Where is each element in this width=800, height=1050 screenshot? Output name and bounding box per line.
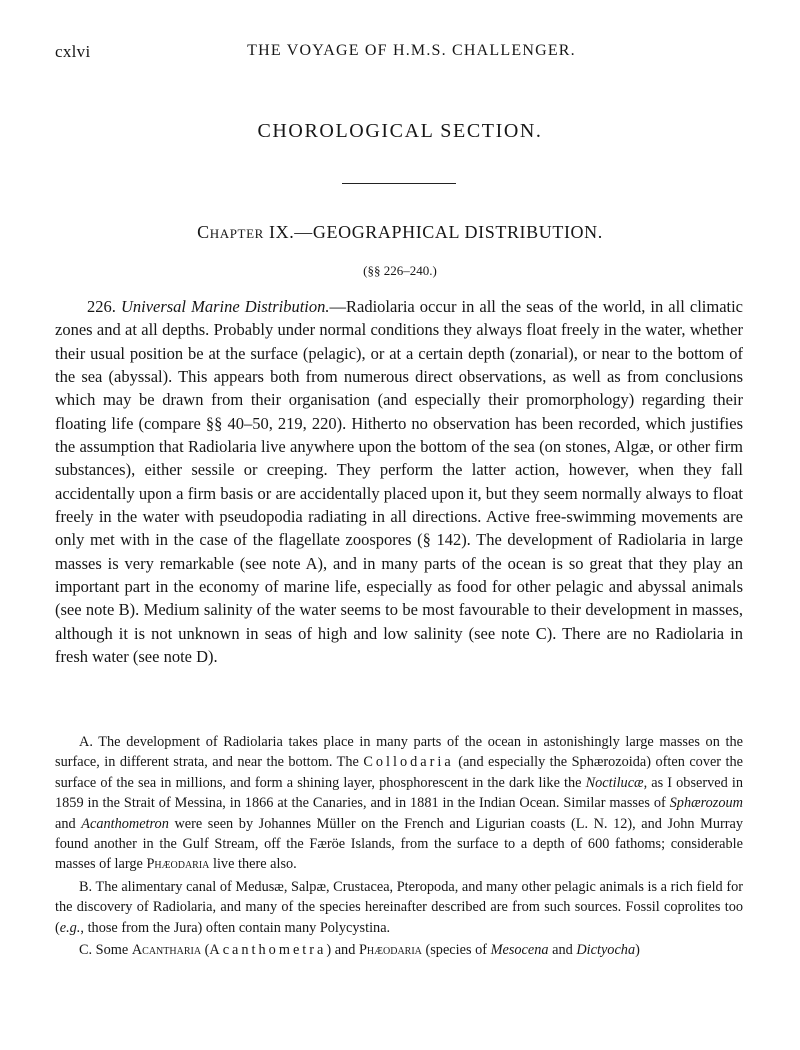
running-title: THE VOYAGE OF H.M.S. CHALLENGER. (247, 42, 576, 59)
chapter-heading (0, 222, 800, 243)
page-number: cxlvi (55, 42, 91, 61)
paragraph-body: —Radiolaria occur in all the seas of the world, in all climatic zones and at all depths. Probably under normal conditions they always float freely in the water, whether their usual position be at the surface (pelagic), or at a certain depth (zonarial), or near to the bottom of the sea (abyssal). This appears both from numerous direct observations, as well as from conclusions which may be drawn from their organisation (and especially their promorphology) regarding their floating life (compare §§ 40–50, 219, 220). Hitherto no observation has been recorded, which justifies the assumption that Radiolaria live anywhere upon the bottom of the sea (on stones, Algæ, or other firm substances), either sessile or creeping. They perform the latter action, however, when they fall accidentally upon a firm basis or are accidentally placed upon it, but they seem normally always to float freely in the water with pseudopodia radiating in all directions. Active free-swimming movements are only met with in the case of the flagellate zoospores (§ 142). The development of Radiolaria in large masses is very remarkable (see note A), and in many parts of the ocean is so great that they play an important part in the economy of marine life, especially as food for other pelagic and abyssal animals (see note B). Medium salinity of the water seems to be most favourable to their development in masses, although it is not unknown in seas of high and low salinity (see note C). There are no Radiolaria in fresh water (see note D). (55, 297, 744, 667)
note-c-text-5: and (548, 942, 577, 959)
section-title: CHOROLOGICAL SECTION. (257, 120, 543, 142)
note-c-acantharia: Acantharia (131, 942, 202, 959)
note-a-text-6: live there also. (209, 856, 297, 873)
note-a-text-3: , as I observed in 1859 in the Strait of Messina, in 1866 at the Canaries, and in 1881 in the Indian Ocean. Similar masses of (55, 774, 744, 812)
paragraph-number: 226. (87, 297, 116, 316)
note-c-acanthometra: Acanthometra (209, 942, 327, 959)
note-c-mesocena: Mesocena (490, 942, 549, 959)
note-c-text-4: (species of (421, 942, 491, 959)
note-c-phaeodaria: Phæodaria (358, 942, 422, 959)
paragraph-226 (55, 295, 743, 669)
note-a-text-4: and (55, 815, 82, 832)
note-a-text-1: A. The development of Radiolaria takes place in many parts of the ocean in astonishingly large masses on the surface, in different strata, and near the bottom. The (55, 734, 743, 771)
note-a-noctilucae: Noctilucæ (585, 774, 644, 791)
main-text (55, 295, 743, 669)
paragraph-heading: Universal Marine Distribution. (120, 297, 330, 316)
note-c-text-3: ) and (326, 942, 359, 959)
note-a-acanthometron: Acanthometron (81, 815, 169, 832)
note-c-text-6: ) (635, 942, 640, 959)
note-b-text-2: , those from the Jura) often contain many Polycystina. (80, 919, 391, 936)
chapter-title: IX.—GEOGRAPHICAL DISTRIBUTION. (269, 222, 603, 242)
note-b (55, 877, 743, 938)
note-a-text-2: (and especially the Sphærozoida) often cover the surface of the sea in millions, and form a shining layer, phosphorescent in the dark like the (55, 754, 743, 791)
note-c-dictyocha: Dictyocha (576, 942, 636, 959)
note-b-text-1: B. The alimentary canal of Medusæ, Salpæ, Crustacea, Pteropoda, and many other pelagic animals is a rich field for the discovery of Radiolaria, and many of the species hereinafter described are from such sources. Fossil coprolites too ( (55, 878, 743, 936)
footnotes (55, 732, 743, 962)
chapter-label: Chapter (197, 222, 264, 242)
note-c-text-1: C. Some (79, 942, 132, 959)
note-a-phaeodaria: Phæodaria (146, 856, 210, 873)
note-a (55, 732, 743, 875)
note-a-text-5: were seen by Johannes Müller on the French and Ligurian coasts (L. N. 12), and John Murray found another in the Gulf Stream, off the Færöe Islands, from the surface to a depth of 600 fathoms; considerable masses of large (55, 815, 744, 873)
divider-rule (342, 183, 456, 184)
note-b-eg: e.g. (59, 919, 81, 936)
note-a-sphaerozoum: Sphærozoum (669, 795, 743, 812)
note-a-collodaria: Collodaria (363, 754, 454, 771)
sections-range: (§§ 226–240.) (363, 263, 437, 278)
note-c-text-2: ( (201, 942, 210, 959)
note-c (55, 940, 743, 960)
